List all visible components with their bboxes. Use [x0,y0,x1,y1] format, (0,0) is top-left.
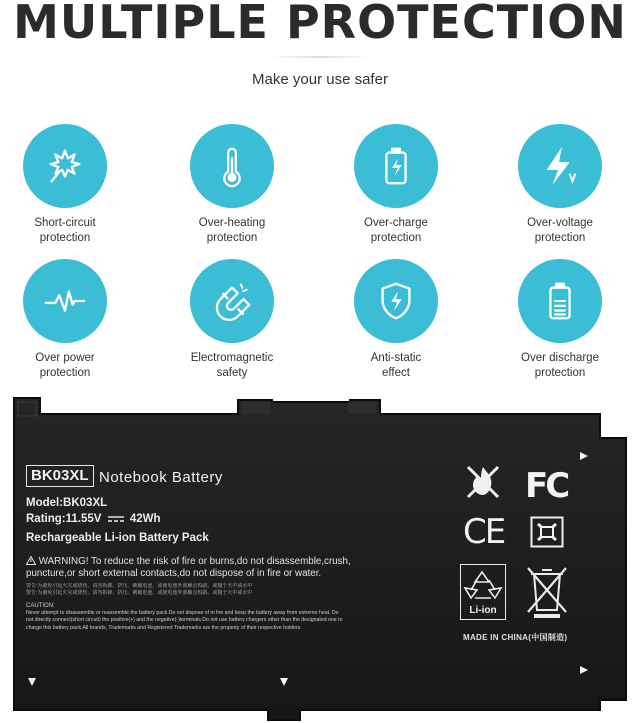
lightning-v-icon [537,143,583,189]
rating-watts: 42Wh [129,513,161,525]
feature-circle [354,124,438,208]
recharge-line: Rechargeable Li-ion Battery Pack [26,532,209,544]
magnet-icon [209,278,255,324]
no-trash-bin-icon [522,562,572,620]
warning-triangle-icon [26,556,36,565]
page-title: MULTIPLE PROTECTION [13,0,627,49]
thermometer-icon [209,143,255,189]
feature-over-power [0,259,130,381]
feature-label: Over-heating protection [198,217,266,244]
battery-charge-icon [373,143,419,189]
feature-circle [354,259,438,343]
no-fire-icon [464,463,502,501]
feature-label: Over power protection [35,352,95,379]
battery-level-icon [537,278,583,324]
feature-over-discharge [495,259,625,381]
rating-line [26,513,161,525]
rating-voltage: Rating:11.55V [26,513,102,525]
feature-circle [190,259,274,343]
feature-label: Electromagnetic safety [190,352,274,379]
fc-mark: FC [525,466,568,506]
li-ion-label: Li-ion [469,605,497,616]
model-line: Model:BK03XL [26,497,108,509]
dc-symbol-icon [107,515,125,523]
made-in-china: MADE IN CHINA(中国制造) [463,633,568,642]
feature-circle [518,259,602,343]
feature-label: Over discharge protection [521,352,599,379]
feature-circle [190,124,274,208]
page-subtitle: Make your use safer [252,71,388,88]
recycle-icon [461,568,504,604]
feature-over-charge [331,124,461,246]
chinese-warning: 警告:为避免引起火灾或烧伤，请勿拆卸、挤压、刺破电池，或使电池外部触点短路，或抛于火中或水中 警告:为避免引起火灾或烧伤，请勿拆卸、挤压、刺破电池，或使电池外部触点短路，或抛于火中或水中 [26,583,253,596]
recycle-box-icon [530,516,564,548]
warning-text: WARNING! To reduce the risk of fire or burns,do not disassemble,crush, puncture,or short external contacts,do not dispose of in fire or water. [26,556,351,579]
feature-short-circuit [0,124,130,246]
model-badge: BK03XL [26,465,94,487]
feature-circle [23,124,107,208]
feature-electromagnetic [167,259,297,381]
feature-over-heating [167,124,297,246]
feature-circle [23,259,107,343]
feature-label: Short-circuit protection [34,217,96,244]
ce-mark: CE [463,512,505,552]
feature-label: Over-charge protection [364,217,428,244]
caution-heading: CAUTION: [26,603,55,609]
caution-text: Never attempt to disassemble or reassemble the battery pack.Do not dispose of in fire and keep the battery away from extreme heat. Do not directly connect(short circuit) the positive(+) and the negative(-)terminals.Do not use battery chargers other than the designated one to charge this battery pack.All brands, Trademarks and Registered Trademarks are the property of their respective holders. [26,610,343,631]
spark-icon [42,143,88,189]
feature-label: Over-voltage protection [527,217,593,244]
title-underline [270,56,370,58]
feature-over-voltage [495,124,625,246]
product-title: Notebook Battery [99,469,223,486]
feature-label: Anti-static effect [370,352,422,379]
feature-anti-static [331,259,461,381]
shield-bolt-icon [373,278,419,324]
li-ion-recycle-mark [460,564,506,620]
pulse-icon [42,278,88,324]
feature-circle [518,124,602,208]
